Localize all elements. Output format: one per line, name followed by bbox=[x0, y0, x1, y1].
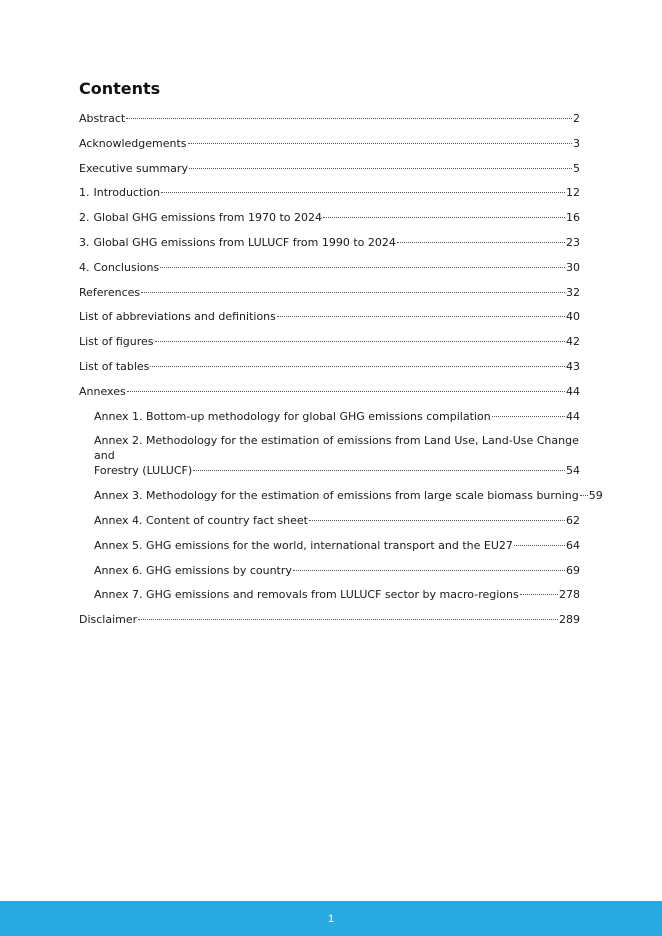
toc-page-number: 62 bbox=[566, 513, 580, 527]
section-number: 2. bbox=[79, 211, 90, 225]
section-title: Global GHG emissions from LULUCF from 1990 to 2024 bbox=[93, 235, 396, 249]
toc-page-number: 42 bbox=[566, 335, 580, 349]
dot-leader bbox=[138, 619, 558, 620]
toc-entry-text bbox=[79, 185, 160, 200]
toc-page-number: 2 bbox=[573, 112, 580, 125]
toc-page-number: 64 bbox=[566, 538, 580, 552]
dot-leader bbox=[277, 316, 565, 317]
dot-leader bbox=[126, 118, 572, 119]
footer-page-number: 1 bbox=[327, 912, 335, 925]
toc-entry-text: Annexes bbox=[79, 384, 126, 398]
toc-entry-annex-4[interactable] bbox=[79, 513, 580, 528]
dot-leader bbox=[188, 143, 572, 144]
toc-page-number: 289 bbox=[559, 613, 580, 627]
toc-entry-text: List of figures bbox=[79, 335, 154, 349]
toc-entry-text: List of abbreviations and definitions bbox=[79, 310, 276, 324]
toc-page-number: 54 bbox=[566, 464, 580, 478]
toc-entry-annex-3[interactable] bbox=[79, 488, 603, 503]
dot-leader bbox=[309, 520, 565, 521]
toc-entry-executive-summary[interactable] bbox=[79, 161, 580, 176]
toc-entry-annex-6[interactable] bbox=[79, 563, 580, 578]
toc-page-number: 43 bbox=[566, 359, 580, 373]
dot-leader bbox=[580, 495, 588, 496]
section-title: Global GHG emissions from 1970 to 2024 bbox=[93, 211, 323, 225]
dot-leader bbox=[293, 570, 565, 571]
toc-entry-list-of-figures[interactable] bbox=[79, 334, 580, 349]
toc-entry-annex-2[interactable] bbox=[79, 433, 580, 478]
dot-leader bbox=[155, 341, 566, 342]
section-number: 4. bbox=[79, 260, 90, 274]
toc-page-number: 23 bbox=[566, 235, 580, 249]
dot-leader bbox=[514, 545, 565, 546]
toc-page-number: 5 bbox=[573, 161, 580, 175]
toc-entry-annex-5[interactable] bbox=[79, 538, 580, 553]
dot-leader bbox=[160, 267, 565, 268]
dot-leader bbox=[520, 594, 558, 595]
dot-leader bbox=[127, 391, 565, 392]
section-title: Introduction bbox=[93, 186, 161, 200]
toc-entry-text: Annex 6. GHG emissions by country bbox=[94, 563, 292, 577]
toc-page-number: 3 bbox=[573, 136, 580, 150]
toc-entry-text: Annex 1. Bottom-up methodology for global GHG emissions compilation bbox=[94, 409, 491, 423]
toc-entry-annexes[interactable] bbox=[79, 384, 580, 399]
contents-page bbox=[79, 78, 603, 637]
dot-leader bbox=[189, 168, 572, 169]
toc-page-number: 32 bbox=[566, 285, 580, 299]
dot-leader bbox=[492, 416, 565, 417]
dot-leader bbox=[323, 217, 565, 218]
toc-entry-text: Executive summary bbox=[79, 161, 188, 175]
toc-entry-introduction[interactable] bbox=[79, 185, 580, 200]
dot-leader bbox=[150, 366, 565, 367]
toc-page-number: 40 bbox=[566, 310, 580, 324]
toc-page-number: 278 bbox=[559, 588, 580, 602]
toc-entry-text: Disclaimer bbox=[79, 613, 138, 627]
table-of-contents bbox=[79, 111, 603, 627]
toc-entry-text bbox=[79, 235, 396, 250]
toc-page-number: 69 bbox=[566, 563, 580, 577]
section-number: 3. bbox=[79, 235, 90, 249]
toc-entry-list-of-tables[interactable] bbox=[79, 359, 580, 374]
page-title: Contents bbox=[79, 79, 161, 98]
toc-entry-text-line1: Annex 2. Methodology for the estimation of emissions from Land Use, Land-Use Change and bbox=[94, 434, 579, 463]
footer-band bbox=[0, 901, 662, 936]
toc-entry-text: Abstract bbox=[79, 112, 126, 125]
dot-leader bbox=[193, 470, 565, 471]
toc-entry-text: Annex 7. GHG emissions and removals from LULUCF sector by macro-regions bbox=[94, 588, 519, 602]
toc-entry-abbreviations[interactable] bbox=[79, 309, 580, 324]
toc-page-number: 30 bbox=[566, 260, 580, 274]
toc-entry-disclaimer[interactable] bbox=[79, 612, 580, 627]
toc-entry-text: Annex 3. Methodology for the estimation of emissions from large scale biomass burning bbox=[94, 489, 579, 503]
dot-leader bbox=[141, 292, 565, 293]
section-number: 1. bbox=[79, 186, 90, 200]
toc-entry-text: List of tables bbox=[79, 359, 150, 373]
toc-page-number: 44 bbox=[566, 384, 580, 398]
toc-entry-text: Annex 4. Content of country fact sheet bbox=[94, 513, 308, 527]
toc-entry-text bbox=[79, 210, 322, 225]
toc-entry-annex-1[interactable] bbox=[79, 409, 580, 424]
section-title: Conclusions bbox=[93, 260, 160, 274]
toc-entry-abstract[interactable] bbox=[79, 111, 580, 126]
toc-page-number: 59 bbox=[588, 489, 603, 503]
toc-entry-acknowledgements[interactable] bbox=[79, 136, 580, 151]
toc-entry-lulucf-emissions[interactable] bbox=[79, 235, 580, 250]
dot-leader bbox=[397, 242, 565, 243]
toc-entry-annex-7[interactable] bbox=[79, 587, 580, 602]
toc-entry-references[interactable] bbox=[79, 285, 580, 300]
toc-entry-conclusions[interactable] bbox=[79, 260, 580, 275]
dot-leader bbox=[161, 192, 565, 193]
toc-entry-text bbox=[79, 260, 159, 275]
toc-page-number: 12 bbox=[566, 186, 580, 200]
toc-page-number: 16 bbox=[566, 211, 580, 225]
toc-entry-text: Annex 5. GHG emissions for the world, international transport and the EU27 bbox=[94, 538, 513, 552]
toc-entry-text: References bbox=[79, 285, 141, 299]
toc-entry-global-ghg-emissions[interactable] bbox=[79, 210, 580, 225]
toc-entry-text: Acknowledgements bbox=[79, 136, 187, 150]
toc-page-number: 44 bbox=[566, 409, 580, 423]
toc-entry-text-line2: Forestry (LULUCF) bbox=[94, 464, 193, 478]
